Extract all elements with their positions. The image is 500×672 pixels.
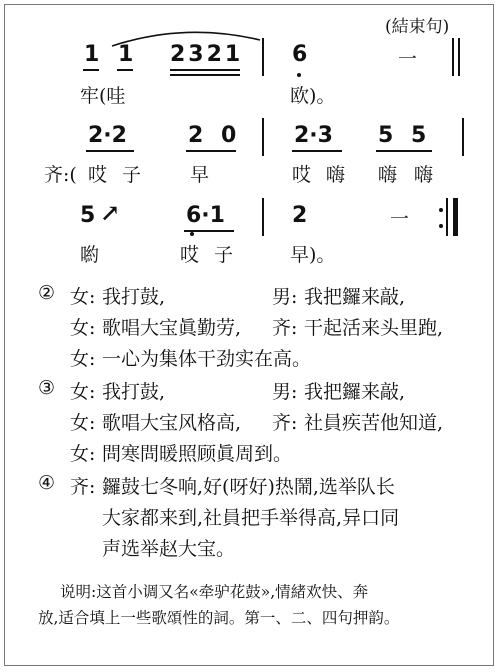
lyric: 子 — [122, 164, 142, 186]
speaker: 女: — [70, 381, 96, 403]
note: 2·2 — [88, 123, 127, 148]
underline — [83, 69, 99, 71]
speaker: 女: — [70, 443, 96, 465]
verse-text: 大家都来到,社員把手举得高,异口同 — [102, 507, 400, 529]
final-barline — [453, 198, 458, 236]
note-line: 放,适合填上一些歌頌性的詞。第一、二、四句押韵。 — [38, 609, 400, 627]
speaker: 男: — [272, 381, 298, 403]
speaker: 齐: — [272, 412, 298, 434]
speaker: 女: — [70, 317, 96, 339]
speaker: 女: — [70, 348, 96, 370]
verse-text: 鑼鼓七冬响,好(呀好)热鬧,选举队长 — [102, 476, 395, 498]
underline — [170, 74, 240, 76]
note: 1 — [84, 42, 100, 67]
verse-marker: ④ — [38, 472, 56, 494]
repeat-dot — [439, 208, 443, 212]
lyric: 嗨 — [378, 164, 398, 186]
verse-text: 歌唱大宝眞勤劳, — [102, 317, 242, 339]
speaker: 男: — [272, 286, 298, 308]
verse-text: 我打鼓, — [102, 286, 166, 308]
barline — [262, 198, 264, 236]
underline — [86, 150, 134, 152]
lyric: 牢(哇 — [80, 85, 126, 107]
verse-marker: ② — [38, 282, 56, 304]
note: 1 — [118, 42, 134, 67]
lyric: 喲 — [80, 244, 100, 266]
speaker: 女: — [70, 412, 96, 434]
low-octave-dot — [190, 232, 194, 236]
barline — [452, 38, 454, 76]
note-group: 2 0 — [188, 123, 237, 148]
lyric: 早 — [190, 164, 210, 186]
barline — [262, 118, 264, 156]
verse-text: 歌唱大宝风格高, — [102, 412, 242, 434]
note: 5 — [80, 203, 96, 228]
section-label: (結束句) — [385, 17, 450, 37]
note-line: 说明:这首小调又名«牵驴花鼓»,情緒欢快、奔 — [60, 583, 369, 601]
verse-text: 社員疾苦他知道, — [304, 412, 444, 434]
repeat-dot — [439, 224, 443, 228]
dash: 一 — [390, 208, 410, 230]
barline — [458, 38, 460, 76]
verse-text: 我把鑼来敲, — [304, 381, 406, 403]
barline — [462, 118, 464, 156]
underline — [292, 150, 342, 152]
lyric: 欧)。 — [290, 85, 336, 107]
verse-text: 問寒問暖照顾眞周到。 — [102, 443, 293, 465]
verse-marker: ③ — [38, 377, 56, 399]
underline — [170, 69, 240, 71]
lyric: 子 — [214, 244, 234, 266]
barline — [262, 38, 264, 76]
underline — [117, 69, 133, 71]
lyric: 哎 — [292, 164, 312, 186]
note: 2 — [292, 203, 308, 228]
note-group: 2321 — [170, 42, 244, 67]
low-octave-dot — [297, 73, 301, 77]
lyric: 哎 — [180, 244, 200, 266]
dash: 一 — [398, 48, 418, 70]
note: 2·3 — [294, 123, 333, 148]
lyric: 哎 — [88, 164, 108, 186]
barline — [446, 198, 448, 236]
verse-text: 一心为集体干劲实在高。 — [102, 348, 312, 370]
verse-text: 干起活来头里跑, — [304, 317, 444, 339]
rising-arrow-icon: ↗ — [100, 198, 121, 227]
speaker: 齐: — [70, 476, 96, 498]
speaker: 女: — [70, 286, 96, 308]
verse-text: 我打鼓, — [102, 381, 166, 403]
lyric: 早)。 — [290, 244, 336, 266]
underline — [184, 230, 234, 232]
verse-text: 我把鑼来敲, — [304, 286, 406, 308]
lyric-prefix: 齐:( — [44, 164, 77, 186]
note-group: 5 5 — [378, 123, 427, 148]
underline — [376, 150, 432, 152]
verse-text: 声选举赵大宝。 — [102, 538, 236, 560]
underline — [186, 150, 236, 152]
lyric: 嗨 — [414, 164, 434, 186]
speaker: 齐: — [272, 317, 298, 339]
note: 6·1 — [186, 203, 225, 228]
lyric: 嗨 — [326, 164, 346, 186]
note: 6 — [292, 42, 308, 67]
